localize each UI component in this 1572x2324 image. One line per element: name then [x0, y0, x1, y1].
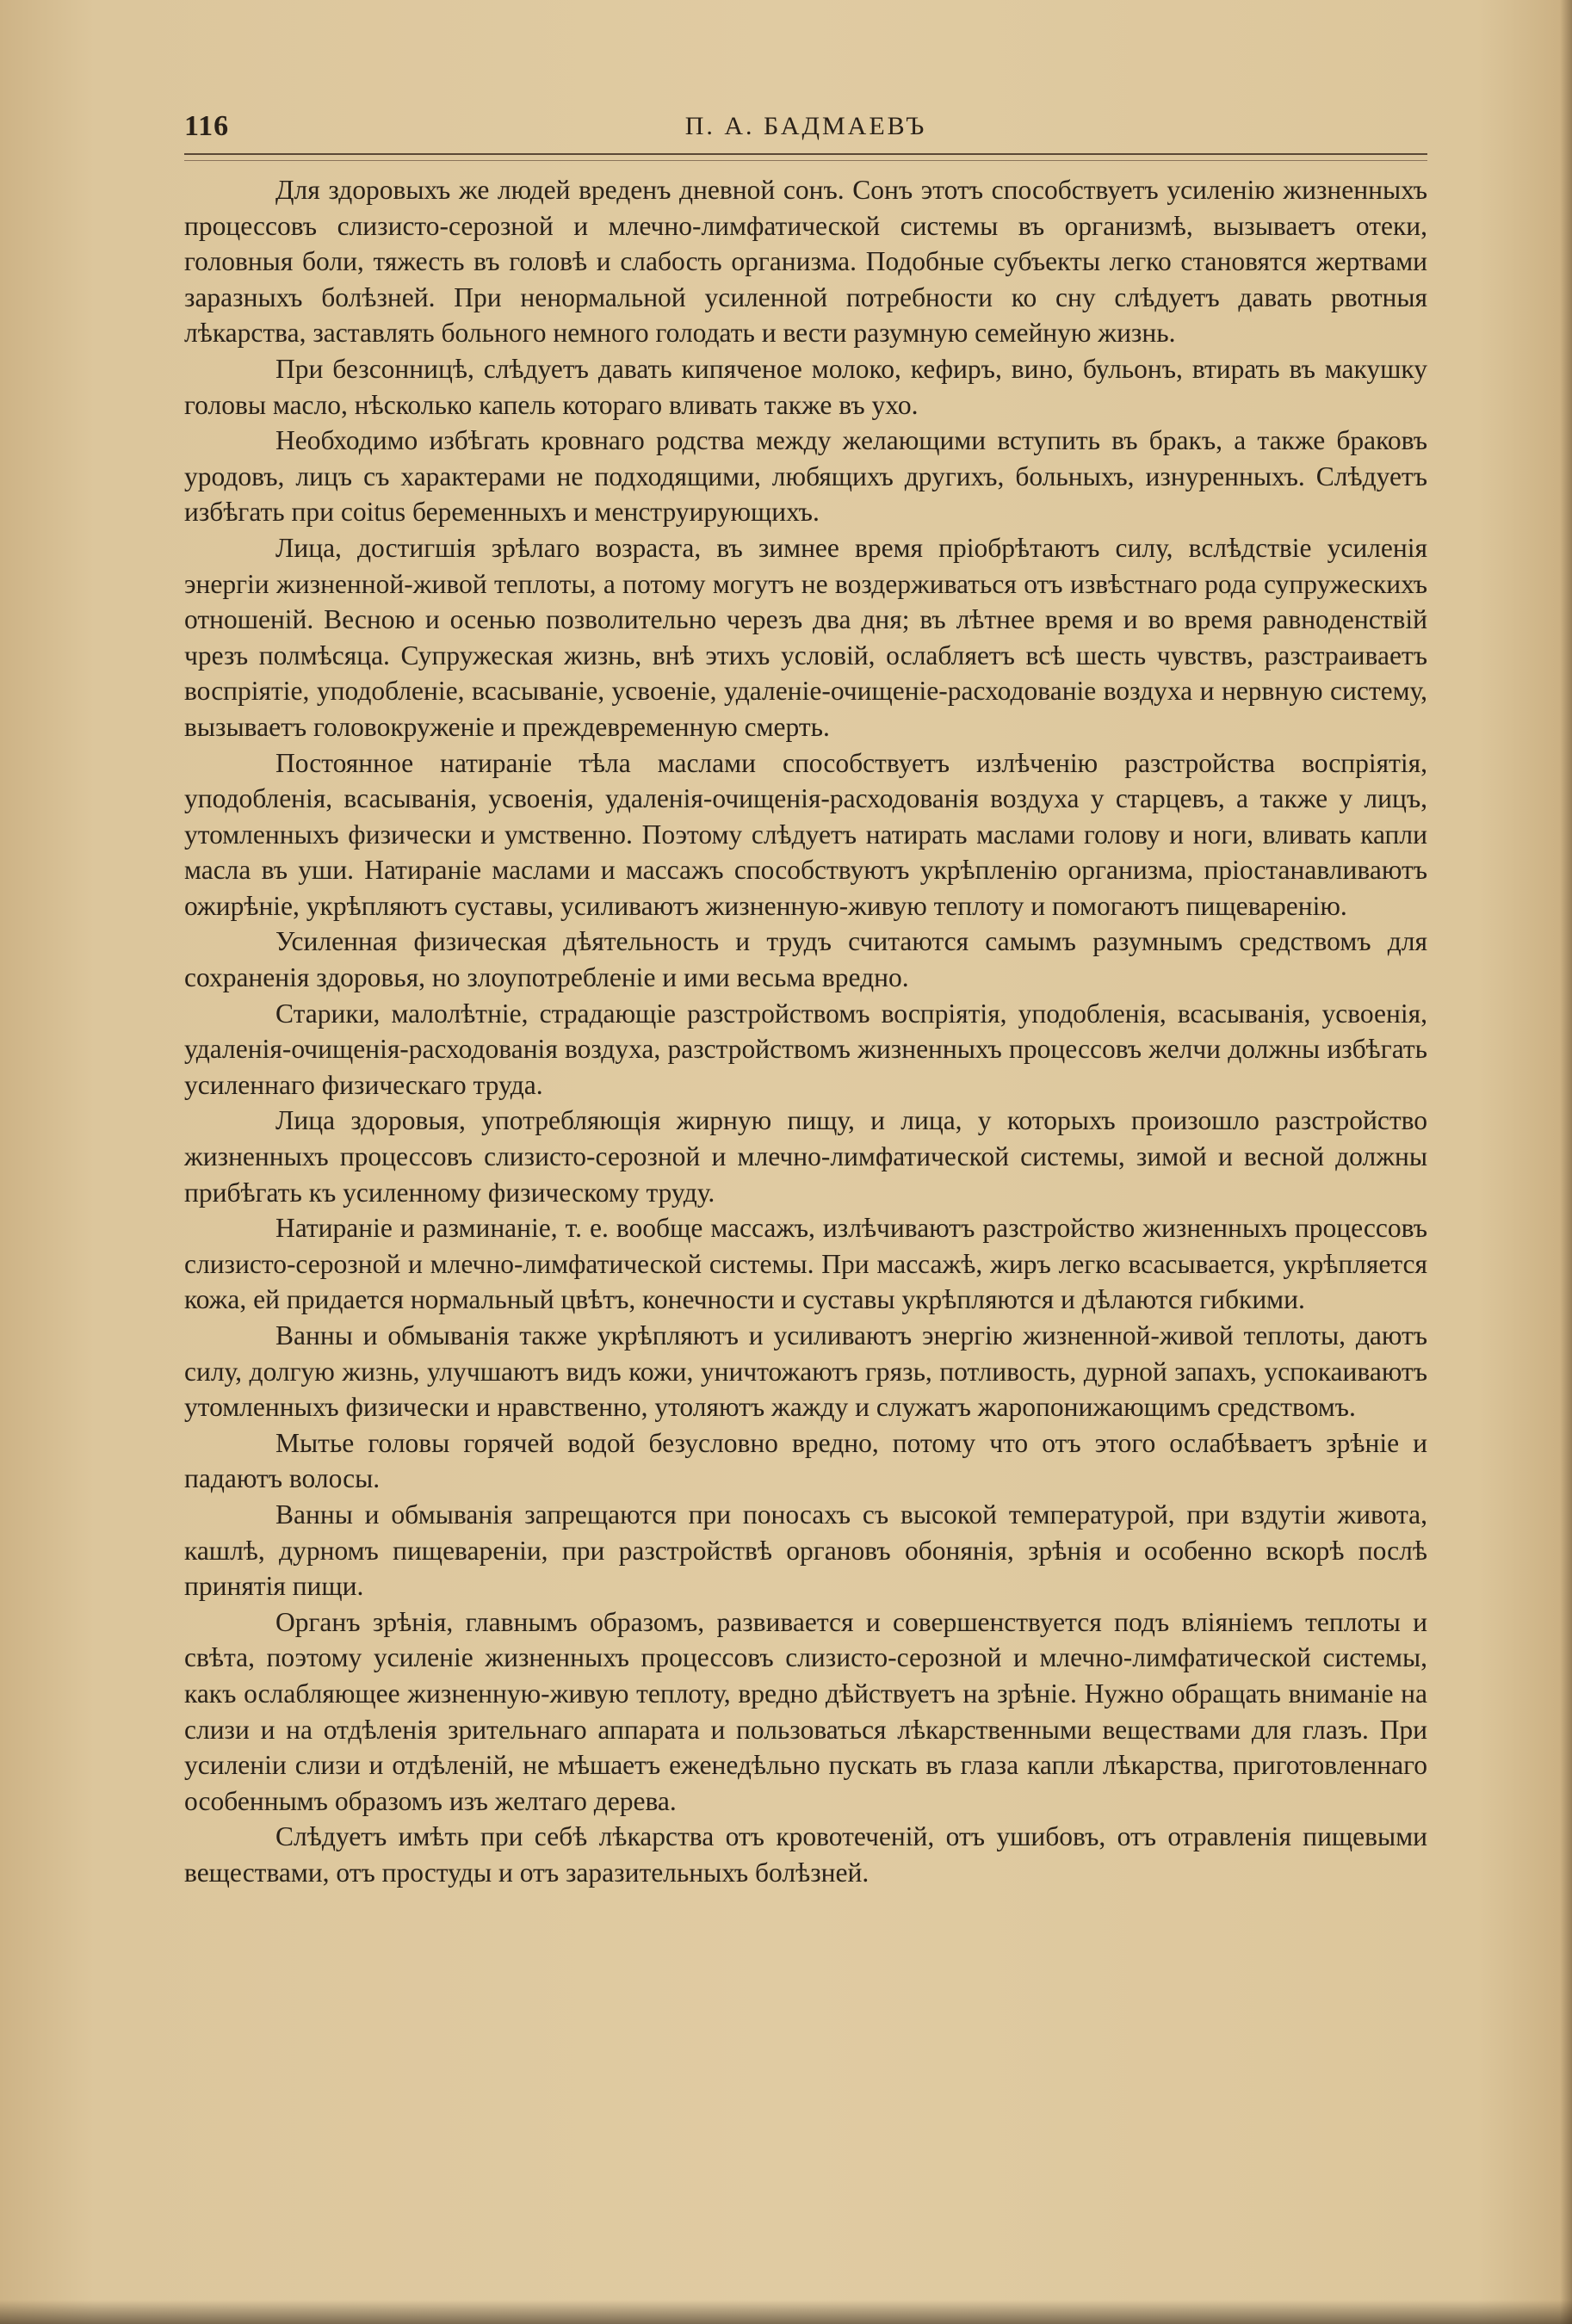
page-header: [184, 110, 1427, 155]
paragraph: Ванны и обмыванія также укрѣпляютъ и усиливаютъ энергію жизненной-живой теплоты, даютъ силу, долгую жизнь, улучшаютъ видъ кожи, уничтожаютъ грязь, потливость, дурной запахъ, успокаиваютъ утомленныхъ физически и нравственно, утоляютъ жажду и служатъ жаропонижающимъ средствомъ.: [184, 1320, 1427, 1423]
paragraph: Старики, малолѣтніе, страдающіе разстройствомъ воспріятія, уподобленія, всасыванія, усвоенія, удаленія-очищенія-расходованія воздуха, разстройствомъ жизненныхъ процессовъ желчи должны избѣгать усиленнаго физическаго труда.: [184, 998, 1427, 1100]
body-text: [184, 172, 1427, 1891]
paragraph: При безсонницѣ, слѣдуетъ давать кипяченое молоко, кефиръ, вино, бульонъ, втирать въ макушку головы масло, нѣсколько капель котораго вливать также въ ухо.: [184, 353, 1427, 420]
page-number: 116: [184, 110, 230, 142]
header-rule: [184, 153, 1427, 161]
paragraph: Необходимо избѣгать кровнаго родства между желающими вступить въ бракъ, а также браковъ уродовъ, лицъ съ характерами не подходящими, любящихъ другихъ, больныхъ, изнуренныхъ. Слѣдуетъ избѣгать при coitus беременныхъ и менструирующихъ.: [184, 425, 1427, 528]
paragraph: Натираніе и разминаніе, т. е. вообще массажъ, излѣчиваютъ разстройство жизненныхъ процессовъ слизисто-серозной и млечно-лимфатической системы. При массажѣ, жиръ легко всасывается, укрѣпляется кожа, ей придается нормальный цвѣтъ, конечности и суставы укрѣпляются и дѣлаются гибкими.: [184, 1213, 1427, 1315]
paragraph: Усиленная физическая дѣятельность и трудъ считаются самымъ разумнымъ средствомъ для сохраненія здоровья, но злоупотребленіе и ими весьма вредно.: [184, 926, 1427, 993]
paragraph: Лица, достигшія зрѣлаго возраста, въ зимнее время пріобрѣтаютъ силу, вслѣдствіе усиленія энергіи жизненной-живой теплоты, а потому могутъ не воздерживаться отъ извѣстнаго рода супружескихъ отношеній. Весною и осенью позволительно черезъ два дня; въ лѣтнее время и во время равноденствій чрезъ полмѣсяца. Супружеская жизнь, внѣ этихъ условій, ослабляетъ всѣ шесть чувствъ, разстраиваетъ воспріятіе, уподобленіе, всасываніе, усвоеніе, удаленіе-очищеніе-расходованіе воздуха и нервную систему, вызываетъ головокруженіе и преждевременную смерть.: [184, 532, 1427, 742]
paragraph: Для здоровыхъ же людей вреденъ дневной сонъ. Сонъ этотъ способствуетъ усиленію жизненныхъ процессовъ слизисто-серозной и млечно-лимфатической системы въ организмѣ, вызываетъ отеки, головныя боли, тяжесть въ головѣ и слабость организма. Подобные субъекты легко становятся жертвами заразныхъ болѣзней. При ненормальной усиленной потребности ко сну слѣдуетъ давать рвотныя лѣкарства, заставлять больного немного голодать и вести разумную семейную жизнь.: [184, 175, 1427, 349]
paragraph: Слѣдуетъ имѣть при себѣ лѣкарства отъ кровотеченій, отъ ушибовъ, отъ отравленія пищевыми веществами, отъ простуды и отъ заразительныхъ болѣзней.: [184, 1821, 1427, 1888]
paragraph: Органъ зрѣнія, главнымъ образомъ, развивается и совершенствуется подъ вліяніемъ теплоты и свѣта, поэтому усиленіе жизненныхъ процессовъ слизисто-серозной и млечно-лимфатической системы, какъ ослабляющее жизненную-живую теплоту, вредно дѣйствуетъ на зрѣніе. Нужно обращать вниманіе на слизи и на отдѣленія зрительнаго аппарата и пользоваться лѣкарственными веществами для глазъ. При усиленіи слизи и отдѣленій, не мѣшаетъ еженедѣльно пускать въ глаза капли лѣкарства, приготовленнаго особеннымъ образомъ изъ желтаго дерева.: [184, 1606, 1427, 1816]
page-edge-shadow: [1560, 0, 1572, 2324]
paragraph: Лица здоровыя, употребляющія жирную пищу, и лица, у которыхъ произошло разстройство жизненныхъ процессовъ слизисто-серозной и млечно-лимфатической системы, зимой и весной должны прибѣгать къ усиленному физическому труду.: [184, 1105, 1427, 1208]
page-bottom-shadow: [0, 2300, 1572, 2324]
paragraph: Мытье головы горячей водой безусловно вредно, потому что отъ этого ослабѣваетъ зрѣніе и падаютъ волосы.: [184, 1427, 1427, 1494]
running-head: П. А. БАДМАЕВЪ: [684, 112, 927, 140]
paragraph: Постоянное натираніе тѣла маслами способствуетъ излѣченію разстройства воспріятія, уподобленія, всасыванія, усвоенія, удаленія-очищенія-расходованія воздуха у старцевъ, а также у лицъ, утомленныхъ физически и умственно. Поэтому слѣдуетъ натирать маслами голову и ноги, вливать капли масла въ уши. Натираніе маслами и массажъ способствуютъ укрѣпленію организма, пріостанавливаютъ ожирѣніе, укрѣпляютъ суставы, усиливаютъ жизненную-живую теплоту и помогаютъ пищеваренію.: [184, 747, 1427, 921]
paragraph: Ванны и обмыванія запрещаются при поносахъ съ высокой температурой, при вздутіи живота, кашлѣ, дурномъ пищевареніи, при разстройствѣ органовъ обонянія, зрѣнія и особенно вскорѣ послѣ принятія пищи.: [184, 1499, 1427, 1602]
